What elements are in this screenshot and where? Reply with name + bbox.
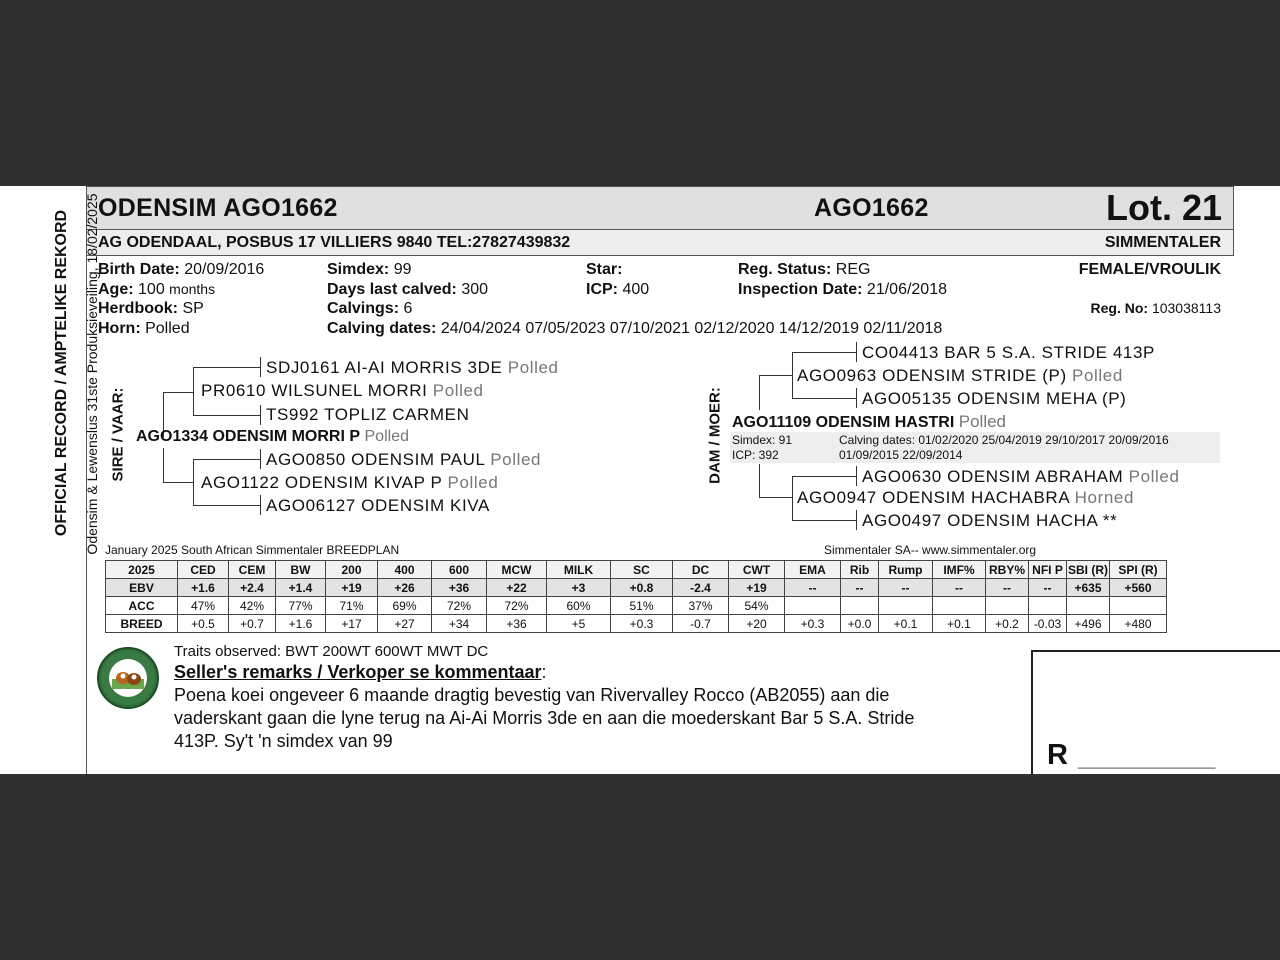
dam-line [856,342,857,362]
ebv-cell: +26 [378,579,432,597]
birth-value: 20/09/2016 [184,261,265,278]
info-col-4 [738,260,947,299]
ebv-cell: 77% [276,597,326,615]
ebv-cell: +34 [432,615,487,633]
ebv-cell: IMF% [933,561,986,579]
ebv-cell: +22 [487,579,547,597]
ebv-cell: +19 [729,579,785,597]
pedigree-name: AGO1122 ODENSIM KIVAP P [201,473,443,492]
dam-simdex: Simdex: 91 [732,433,793,447]
ebv-cell: -0.7 [673,615,729,633]
sire-line [260,449,261,469]
ebv-cell: CWT [729,561,785,579]
ebv-cell: +635 [1067,579,1110,597]
remarks-title: Seller's remarks / Verkoper se kommentaar [174,662,542,682]
owner-address: AG ODENDAAL, POSBUS 17 VILLIERS 9840 TEL:27827439832 [98,234,571,251]
ebv-cell: +0.0 [841,615,879,633]
ebv-cell: 47% [178,597,229,615]
simdex-label: Simdex: [327,261,390,278]
sire-sire-dam: TS992 TOPLIZ CARMEN [266,405,470,424]
sire-dam-sire [266,450,541,470]
ebv-cell: +0.2 [986,615,1029,633]
sire-line [193,367,194,393]
ebv-cell: 72% [432,597,487,615]
sire-dam-dam: AGO06127 ODENSIM KIVA [266,496,490,515]
ebv-cell: +0.3 [785,615,841,633]
horn-status: Polled [1072,366,1123,385]
sire-dam [201,473,498,493]
dam-dam-sire [862,467,1180,487]
ebv-cell: SC [611,561,673,579]
ebv-data-row [106,579,1167,597]
remarks-line: Poena koei ongeveer 6 maande dragtig bevestig van Rivervalley Rocco (AB2055) aan die [174,685,890,705]
pedigree-name: AGO0963 ODENSIM STRIDE (P) [797,366,1067,385]
reg-status-label: Reg. Status: [738,261,832,278]
calving-dates-label: Calving dates: [327,320,437,338]
dam-calving-1: Calving dates: 01/02/2020 25/04/2019 29/10/2017 20/09/2016 [839,433,1169,447]
row-label: EBV [106,579,178,597]
ebv-cell: Rump [879,561,933,579]
ebv-cell: +36 [432,579,487,597]
simmentaler-logo [97,647,159,709]
dam-line [759,375,792,376]
ebv-cell: NFI P [1029,561,1067,579]
remarks-heading [174,662,547,683]
remarks-line: vaderskant gaan die lyne terug na Ai-Ai Morris 3de en aan die moederskant Bar 5 S.A. Stride [174,708,915,728]
sex-label: FEMALE/VROULIK [1078,261,1221,278]
ebv-cell: 37% [673,597,729,615]
ebv-cell: +1.6 [178,579,229,597]
ebv-cell: DC [673,561,729,579]
sire-line [260,405,261,425]
ebv-cell: 71% [326,597,378,615]
ebv-data-row [106,597,1167,615]
dam-line [792,476,856,477]
ebv-cell: +27 [378,615,432,633]
ebv-cell: 72% [487,597,547,615]
ebv-cell: BW [276,561,326,579]
pedigree-name: PR0610 WILSUNEL MORRI [201,381,428,400]
sire-line [193,415,260,416]
ebv-cell: +36 [487,615,547,633]
icp-value: 400 [622,280,650,298]
ebv-cell: SPI (R) [1110,561,1167,579]
horn-status: Polled [958,412,1007,431]
ebv-table [105,560,1167,633]
herdbook-label: Herdbook: [98,300,178,318]
horn-status: Polled [364,428,409,445]
reg-no [1091,300,1222,316]
ebv-cell: MILK [547,561,611,579]
dam-dam-dam: AGO0497 ODENSIM HACHA ** [862,511,1118,530]
ebv-cell: +19 [326,579,378,597]
dam-line [759,464,760,498]
days-calved-label: Days last calved: [327,280,457,298]
dam-name [732,412,1006,432]
age-label: Age: [98,280,134,298]
sire-name [136,428,409,446]
dam-line [792,476,793,521]
ebv-cell: 600 [432,561,487,579]
auction-subtitle: Odensim & Lewenslus 31ste Produksieveiling, 18/02/2025 [84,193,100,555]
lot-card [0,186,1280,774]
ebv-cell [879,597,933,615]
inspection-value: 21/06/2018 [866,280,947,298]
ebv-cell: 400 [378,561,432,579]
ebv-cell: EMA [785,561,841,579]
sire-line [163,482,193,483]
ebv-cell: RBY% [986,561,1029,579]
dam-calving-2: 01/09/2015 22/09/2014 [839,448,963,462]
sire-line [260,495,261,515]
ebv-cell: +3 [547,579,611,597]
horn-status: Polled [490,450,542,469]
logo-graphic [99,649,157,707]
horn-status: Horned [1074,488,1135,507]
calvings-value: 6 [403,300,413,318]
sire-line [193,367,260,368]
dam-label: DAM / MOER: [706,387,724,484]
sire-line [193,505,260,506]
pedigree-name: AGO0850 ODENSIM PAUL [266,450,485,469]
row-label: BREED [106,615,178,633]
traits-observed: Traits observed: BWT 200WT 600WT MWT DC [174,643,489,660]
breedplan-website: Simmentaler SA-- www.simmentaler.org [824,543,1037,557]
pedigree-name: AGO0947 ODENSIM HACHABRA [797,488,1070,507]
ebv-cell [933,597,986,615]
age-unit: months [169,280,216,297]
official-record-title: OFFICIAL RECORD / AMPTELIKE REKORD [53,209,70,537]
pedigree-name: SDJ0161 AI-AI MORRIS 3DE [266,358,503,377]
ebv-cell: CEM [229,561,276,579]
inspection-label: Inspection Date: [738,280,863,298]
horn-status: Polled [507,358,559,377]
herdbook-value: SP [182,300,204,318]
ebv-cell: +1.4 [276,579,326,597]
reg-no-label: Reg. No: [1090,300,1149,316]
ebv-cell: Rib [841,561,879,579]
sire-line [193,459,194,506]
horn-value: Polled [145,320,190,338]
ebv-cell [986,597,1029,615]
info-col-3 [586,260,649,299]
ebv-cell: +496 [1067,615,1110,633]
dam-sire [797,366,1123,386]
ebv-header-row [106,561,1167,579]
birth-label: Birth Date: [98,261,180,278]
dam-sire-sire: CO04413 BAR 5 S.A. STRIDE 413P [862,343,1155,362]
horn-status: Polled [432,381,484,400]
reg-status-value: REG [835,261,871,278]
calving-dates-value: 24/04/2024 07/05/2023 07/10/2021 02/12/2020 14/12/2019 02/11/2018 [440,320,943,338]
animal-name: ODENSIM AGO1662 [98,194,338,222]
pedigree-name: AGO0630 ODENSIM ABRAHAM [862,467,1124,486]
horn-status: Polled [447,473,499,492]
lot-number: Lot. 21 [1105,187,1222,228]
ebv-cell: MCW [487,561,547,579]
ebv-cell [841,597,879,615]
ebv-cell: 200 [326,561,378,579]
dam-calving [839,433,1169,463]
info-col-1 [98,260,264,339]
ebv-cell: 60% [547,597,611,615]
remarks-colon: : [541,662,547,682]
sire-label: SIRE / VAAR: [109,387,127,482]
remarks-text [174,684,914,753]
star-label: Star: [586,261,623,278]
price-symbol: R [1047,739,1068,771]
sire-line [260,357,261,377]
ebv-cell: +0.3 [611,615,673,633]
icp-label: ICP: [586,280,618,298]
sire-line [163,448,164,483]
ebv-cell: -2.4 [673,579,729,597]
dam-line [792,352,793,399]
row-label: ACC [106,597,178,615]
ebv-cell: +20 [729,615,785,633]
ebv-cell [1110,597,1167,615]
row-label: 2025 [106,561,178,579]
simdex-value: 99 [393,261,412,278]
ebv-cell: +17 [326,615,378,633]
reg-no-value: 103038113 [1151,300,1221,316]
dam-line [759,375,760,410]
ebv-cell: +560 [1110,579,1167,597]
remarks-line: 413P. Sy't 'n simdex van 99 [174,731,393,751]
ebv-cell: +480 [1110,615,1167,633]
price-input[interactable]: ___________________ [1078,754,1216,769]
sire-line [163,392,193,393]
ebv-cell: +2.4 [229,579,276,597]
dam-icp: ICP: 392 [732,448,779,462]
pedigree-name: AGO1334 ODENSIM MORRI P [136,428,361,445]
pedigree-name: AGO11109 ODENSIM HASTRI [732,414,955,431]
ebv-cell: -- [879,579,933,597]
breed-name: SIMMENTALER [1104,234,1221,251]
ebv-cell: +1.6 [276,615,326,633]
horn-status: Polled [1128,467,1180,486]
ebv-cell: +0.1 [933,615,986,633]
dam-line [759,497,792,498]
sire-sire-sire [266,358,559,378]
ebv-data-row [106,615,1167,633]
ebv-cell: 54% [729,597,785,615]
ebv-cell: 42% [229,597,276,615]
ebv-cell [1067,597,1110,615]
calvings-label: Calvings: [327,300,400,318]
dam-dam [797,488,1134,508]
dam-line [792,398,856,399]
ebv-cell: -- [841,579,879,597]
ebv-cell: SBI (R) [1068,562,1108,577]
dam-line [856,466,857,486]
ebv-cell: -- [785,579,841,597]
ebv-cell: +0.5 [178,615,229,633]
ebv-cell: +0.8 [611,579,673,597]
ebv-cell [785,597,841,615]
breedplan-caption: January 2025 South African Simmentaler BREEDPLAN [105,543,400,557]
ebv-cell: -- [933,579,986,597]
dam-line [792,520,856,521]
horn-label: Horn: [98,320,141,338]
dam-stats [732,433,792,463]
ebv-cell: -- [986,579,1029,597]
age-value: 100 [138,280,165,298]
days-calved-value: 300 [461,280,489,298]
animal-code: AGO1662 [814,194,929,222]
ebv-cell: 51% [611,597,673,615]
sire-line [193,459,260,460]
ebv-cell [1029,597,1067,615]
dam-line [792,352,856,353]
ebv-cell: +5 [547,615,611,633]
ebv-cell: -- [1029,579,1067,597]
ebv-cell: +0.7 [229,615,276,633]
ebv-cell: +0.1 [879,615,933,633]
sire-sire [201,381,484,401]
ebv-cell: CED [178,561,229,579]
ebv-cell: 69% [378,597,432,615]
dam-line [856,510,857,530]
dam-sire-dam: AGO05135 ODENSIM MEHA (P) [862,389,1127,408]
dam-line [856,388,857,408]
sire-line [193,392,194,416]
ebv-cell: -0.03 [1029,615,1067,633]
